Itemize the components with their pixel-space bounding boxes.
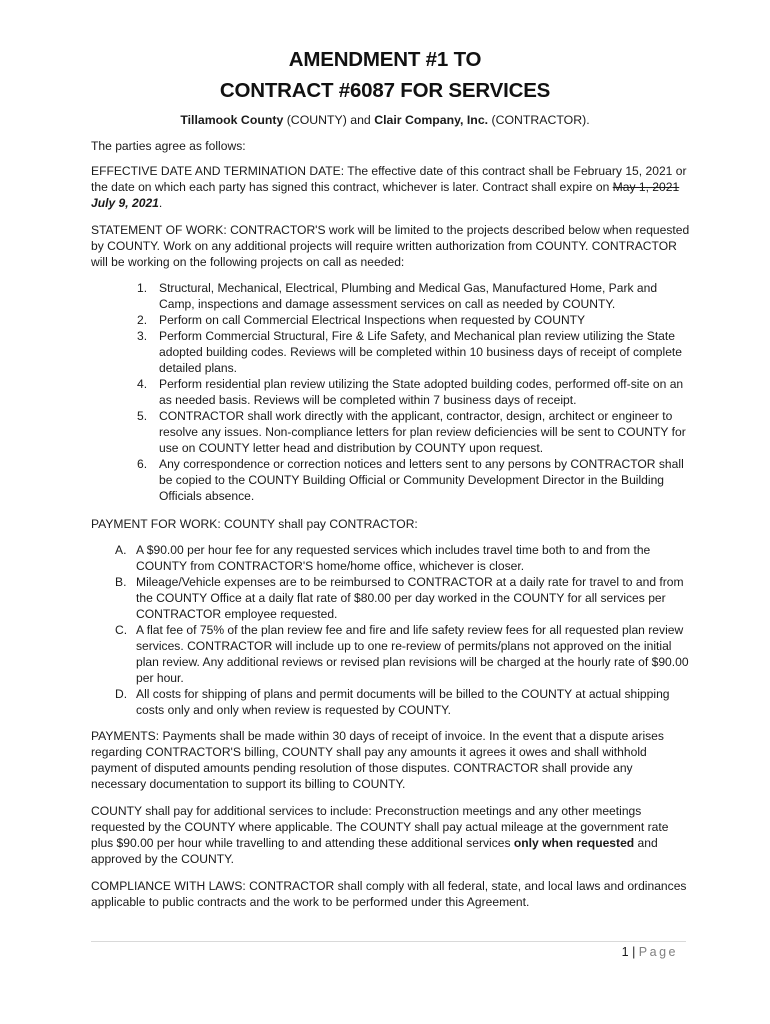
additional-bold: only when requested	[513, 836, 635, 850]
struck-date: May 1, 2021	[612, 180, 680, 194]
payments-paragraph: PAYMENTS: Payments shall be made within 30 days of receipt of invoice. In the event that a dispute arises regarding CONTRACTOR'S billing, COUNTY shall pay any amounts it agrees it owes and shall withhold payment of disputed amounts pending resolution of those disputes. CONTRACTOR shall provide any necessary documentation to support its billing to COUNTY.	[91, 729, 664, 791]
list-marker: 1.	[137, 281, 148, 295]
compliance-paragraph: COMPLIANCE WITH LAWS: CONTRACTOR shall comply with all federal, state, and local laws and ordinances applicable to public contracts and the work to be performed under this Agreement.	[91, 879, 687, 909]
parties-line	[0, 112, 770, 128]
list-item	[115, 686, 692, 718]
list-item-text: Perform on call Commercial Electrical Inspections when requested by COUNTY	[159, 313, 586, 327]
footer-separator: |	[628, 945, 639, 959]
effective-text: EFFECTIVE DATE AND TERMINATION DATE: The effective date of this contract shall be February 15, 2021 or the date on which each party has signed this contract, whichever is later. Contract shall expire on	[91, 164, 687, 194]
effective-end: .	[158, 196, 163, 210]
list-item-text: CONTRACTOR shall work directly with the applicant, contractor, design, architect or engineer to resolve any issues. Non-compliance letters for plan review deficiencies will be sent to COUNTY for use on COUNTY letter head and distribution by COUNTY upon request.	[159, 409, 686, 455]
list-item	[137, 456, 692, 504]
list-marker: 3.	[137, 329, 148, 343]
list-marker: 2.	[137, 313, 148, 327]
effective-date-paragraph	[91, 163, 691, 211]
payment-heading: PAYMENT FOR WORK: COUNTY shall pay CONTRACTOR:	[91, 517, 418, 531]
list-item	[137, 376, 692, 408]
list-item-text: A $90.00 per hour fee for any requested services which includes travel time both to and from the COUNTY from CONTRACTOR'S home/home office, whichever is closer.	[136, 543, 651, 573]
page-label: Page	[638, 945, 678, 959]
list-item	[115, 574, 692, 622]
list-item-text: Any correspondence or correction notices and letters sent to any persons by CONTRACTOR shall be copied to the COUNTY Building Official or Community Development Director in the Building Officials absence.	[159, 457, 684, 503]
projects-list	[137, 280, 692, 504]
contractor-name: Clair Company, Inc.	[374, 113, 489, 127]
list-item	[137, 328, 692, 376]
list-item-text: Perform Commercial Structural, Fire & Life Safety, and Mechanical plan review utilizing the State adopted building codes. Reviews will be completed within 10 business days of receipt of complete detailed plans.	[159, 329, 683, 375]
list-item	[137, 408, 692, 456]
county-name: Tillamook County	[180, 113, 284, 127]
title-line-1: AMENDMENT #1 TO	[288, 48, 482, 71]
agree-paragraph: The parties agree as follows:	[91, 139, 246, 153]
list-marker: 6.	[137, 457, 148, 471]
list-item	[115, 542, 692, 574]
list-marker: D.	[115, 687, 128, 701]
county-tag: (COUNTY) and	[283, 113, 375, 127]
page-number: 1	[621, 945, 629, 959]
new-date: July 9, 2021	[91, 196, 159, 210]
list-item-text: A flat fee of 75% of the plan review fee and fire and life safety review fees for all requested plan review services. CONTRACTOR will include up to one re-review of permits/plans not approved on the initial plan review. Any additional reviews or revised plan revisions will be charged at the hourly rate of $90.00 per hour.	[136, 623, 689, 685]
title-line-2: CONTRACT #6087 FOR SERVICES	[219, 79, 551, 102]
statement-of-work-paragraph: STATEMENT OF WORK: CONTRACTOR'S work will be limited to the projects described below when requested by COUNTY. Work on any additional projects will require written authorization from COUNTY. CONTRACTOR will be working on the following projects on call as needed:	[91, 223, 690, 269]
list-item-text: Structural, Mechanical, Electrical, Plumbing and Medical Gas, Manufactured Home, Park and Camp, inspections and damage assessment services on call as needed by COUNTY.	[159, 281, 658, 311]
additional-services-paragraph	[91, 803, 691, 867]
list-item	[137, 312, 692, 328]
list-item-text: Mileage/Vehicle expenses are to be reimbursed to CONTRACTOR at a daily rate for travel to and from the COUNTY Office at a daily flat rate of $80.00 per day worked in the COUNTY for all services per CONTRACTOR employee requested.	[136, 575, 684, 621]
additional-end: and approved by the COUNTY.	[91, 836, 658, 866]
list-item	[137, 280, 692, 312]
list-marker: C.	[115, 623, 128, 637]
additional-text: COUNTY shall pay for additional services to include: Preconstruction meetings and any other meetings requested by the COUNTY where applicable. The COUNTY shall pay actual mileage at the government rate plus $90.00 per hour while travelling to and attending these additional services	[91, 804, 669, 850]
list-item	[115, 622, 692, 686]
contractor-tag: (CONTRACTOR).	[488, 113, 590, 127]
list-marker: B.	[115, 575, 127, 589]
list-item-text: Perform residential plan review utilizing the State adopted building codes, performed off-site on an as needed basis. Reviews will be completed within 7 business days of receipt.	[159, 377, 684, 407]
list-item-text: All costs for shipping of plans and permit documents will be billed to the COUNTY at actual shipping costs only and only when review is requested by COUNTY.	[136, 687, 670, 717]
list-marker: 4.	[137, 377, 148, 391]
payment-items-list	[115, 542, 692, 718]
list-marker: A.	[115, 543, 127, 557]
page-footer	[622, 944, 678, 960]
list-marker: 5.	[137, 409, 148, 423]
footer-divider	[91, 941, 686, 942]
